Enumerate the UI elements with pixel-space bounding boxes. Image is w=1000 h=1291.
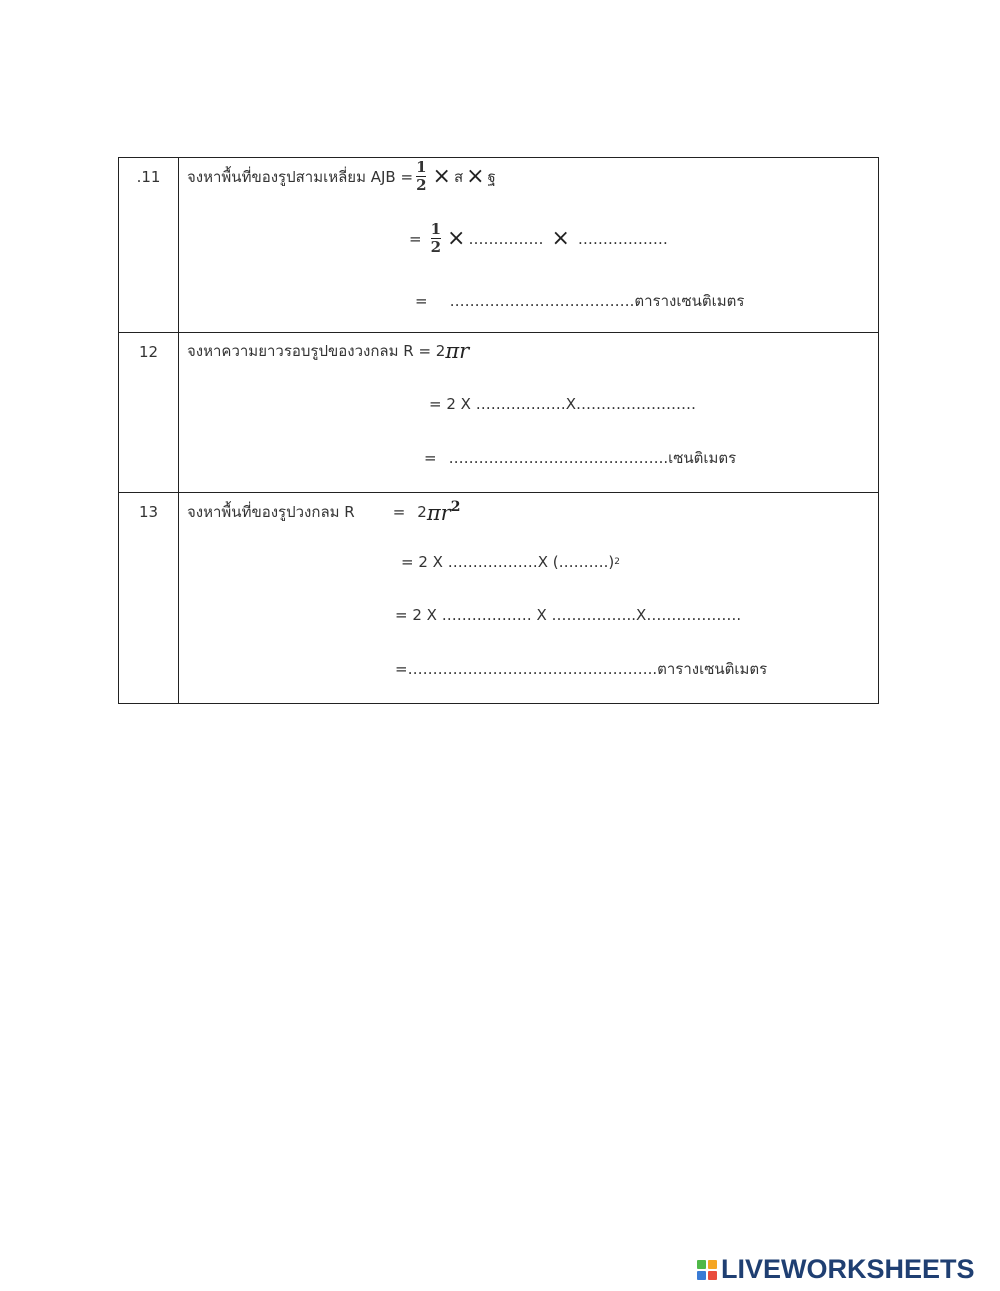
logo-block-icon bbox=[697, 1260, 706, 1269]
equals-sign: = bbox=[415, 292, 428, 310]
formula-exponent: 2 bbox=[450, 498, 461, 515]
prompt-tail-a: ส bbox=[453, 167, 464, 186]
question-prompt: จงหาพื้นที่ของรูปวงกลม R bbox=[187, 502, 355, 521]
worksheet-table bbox=[118, 157, 879, 704]
answer-blank[interactable]: ……………………………………..เซนติเมตร bbox=[448, 449, 737, 468]
circumference-formula: πr bbox=[445, 339, 470, 364]
answer-line bbox=[424, 446, 736, 470]
question-cell bbox=[179, 333, 879, 492]
question-number-cell bbox=[119, 333, 179, 492]
times-icon: × bbox=[551, 225, 570, 251]
question-prompt: จงหาความยาวรอบรูปของวงกลม R = 2 bbox=[187, 342, 446, 361]
prompt-tail-b: ฐ bbox=[487, 167, 496, 186]
answer-blank[interactable]: …………… bbox=[468, 229, 544, 248]
answer-line bbox=[429, 395, 696, 413]
fraction-numerator: 1 bbox=[430, 220, 442, 238]
times-icon: × bbox=[466, 163, 485, 189]
question-cell bbox=[179, 492, 879, 703]
table-row bbox=[119, 333, 879, 492]
logo-block-icon bbox=[708, 1271, 717, 1280]
answer-blank[interactable]: = 2 X ………………X (……….) bbox=[401, 552, 615, 571]
question-prompt: จงหาพื้นที่ของรูปสามเหลี่ยม AJB = bbox=[187, 167, 414, 186]
table-row bbox=[119, 492, 879, 703]
answer-line bbox=[415, 289, 744, 313]
exponent: 2 bbox=[614, 556, 620, 567]
equals-sign: = bbox=[392, 502, 406, 521]
question-number-cell bbox=[119, 158, 179, 333]
question-number: 13 bbox=[138, 502, 159, 521]
fraction-denominator: 2 bbox=[430, 238, 442, 256]
answer-blank[interactable]: = 2 X ………………X…………………… bbox=[429, 395, 696, 414]
question-number: .11 bbox=[136, 168, 161, 186]
question-prompt-line bbox=[187, 160, 496, 193]
half-fraction bbox=[431, 222, 441, 255]
answer-blank[interactable]: ……………… bbox=[577, 229, 668, 248]
formula-prefix: 2 bbox=[417, 502, 427, 521]
answer-line bbox=[395, 657, 767, 681]
logo-text: LIVEWORKSHEETS bbox=[721, 1254, 975, 1284]
times-icon: × bbox=[447, 225, 466, 251]
liveworksheets-logo bbox=[697, 1254, 975, 1285]
answer-line bbox=[401, 553, 620, 571]
equals-sign: = bbox=[409, 229, 422, 248]
answer-blank[interactable]: = 2 X ……………… X ……………..X………………. bbox=[395, 605, 742, 624]
answer-blank[interactable]: ……………………………….ตารางเซนติเมตร bbox=[449, 292, 745, 310]
question-number: 12 bbox=[138, 343, 159, 362]
fraction-numerator: 1 bbox=[416, 158, 427, 176]
area-formula: $\pi r^2$ bbox=[426, 498, 461, 525]
answer-line bbox=[409, 222, 668, 255]
times-icon: × bbox=[432, 163, 451, 189]
equals-sign: = bbox=[424, 449, 437, 468]
logo-block-icon bbox=[697, 1271, 706, 1280]
half-fraction bbox=[416, 160, 426, 193]
question-prompt-line bbox=[187, 499, 460, 525]
table-row bbox=[119, 158, 879, 333]
question-prompt-line bbox=[187, 339, 469, 363]
fraction-denominator: 2 bbox=[416, 176, 427, 194]
question-cell bbox=[179, 158, 879, 333]
question-number-cell bbox=[119, 492, 179, 703]
logo-blocks-icon bbox=[697, 1260, 717, 1280]
logo-block-icon bbox=[708, 1260, 717, 1269]
answer-blank[interactable]: =…………………………………………..ตารางเซนติเมตร bbox=[395, 659, 768, 678]
answer-line bbox=[395, 606, 741, 624]
